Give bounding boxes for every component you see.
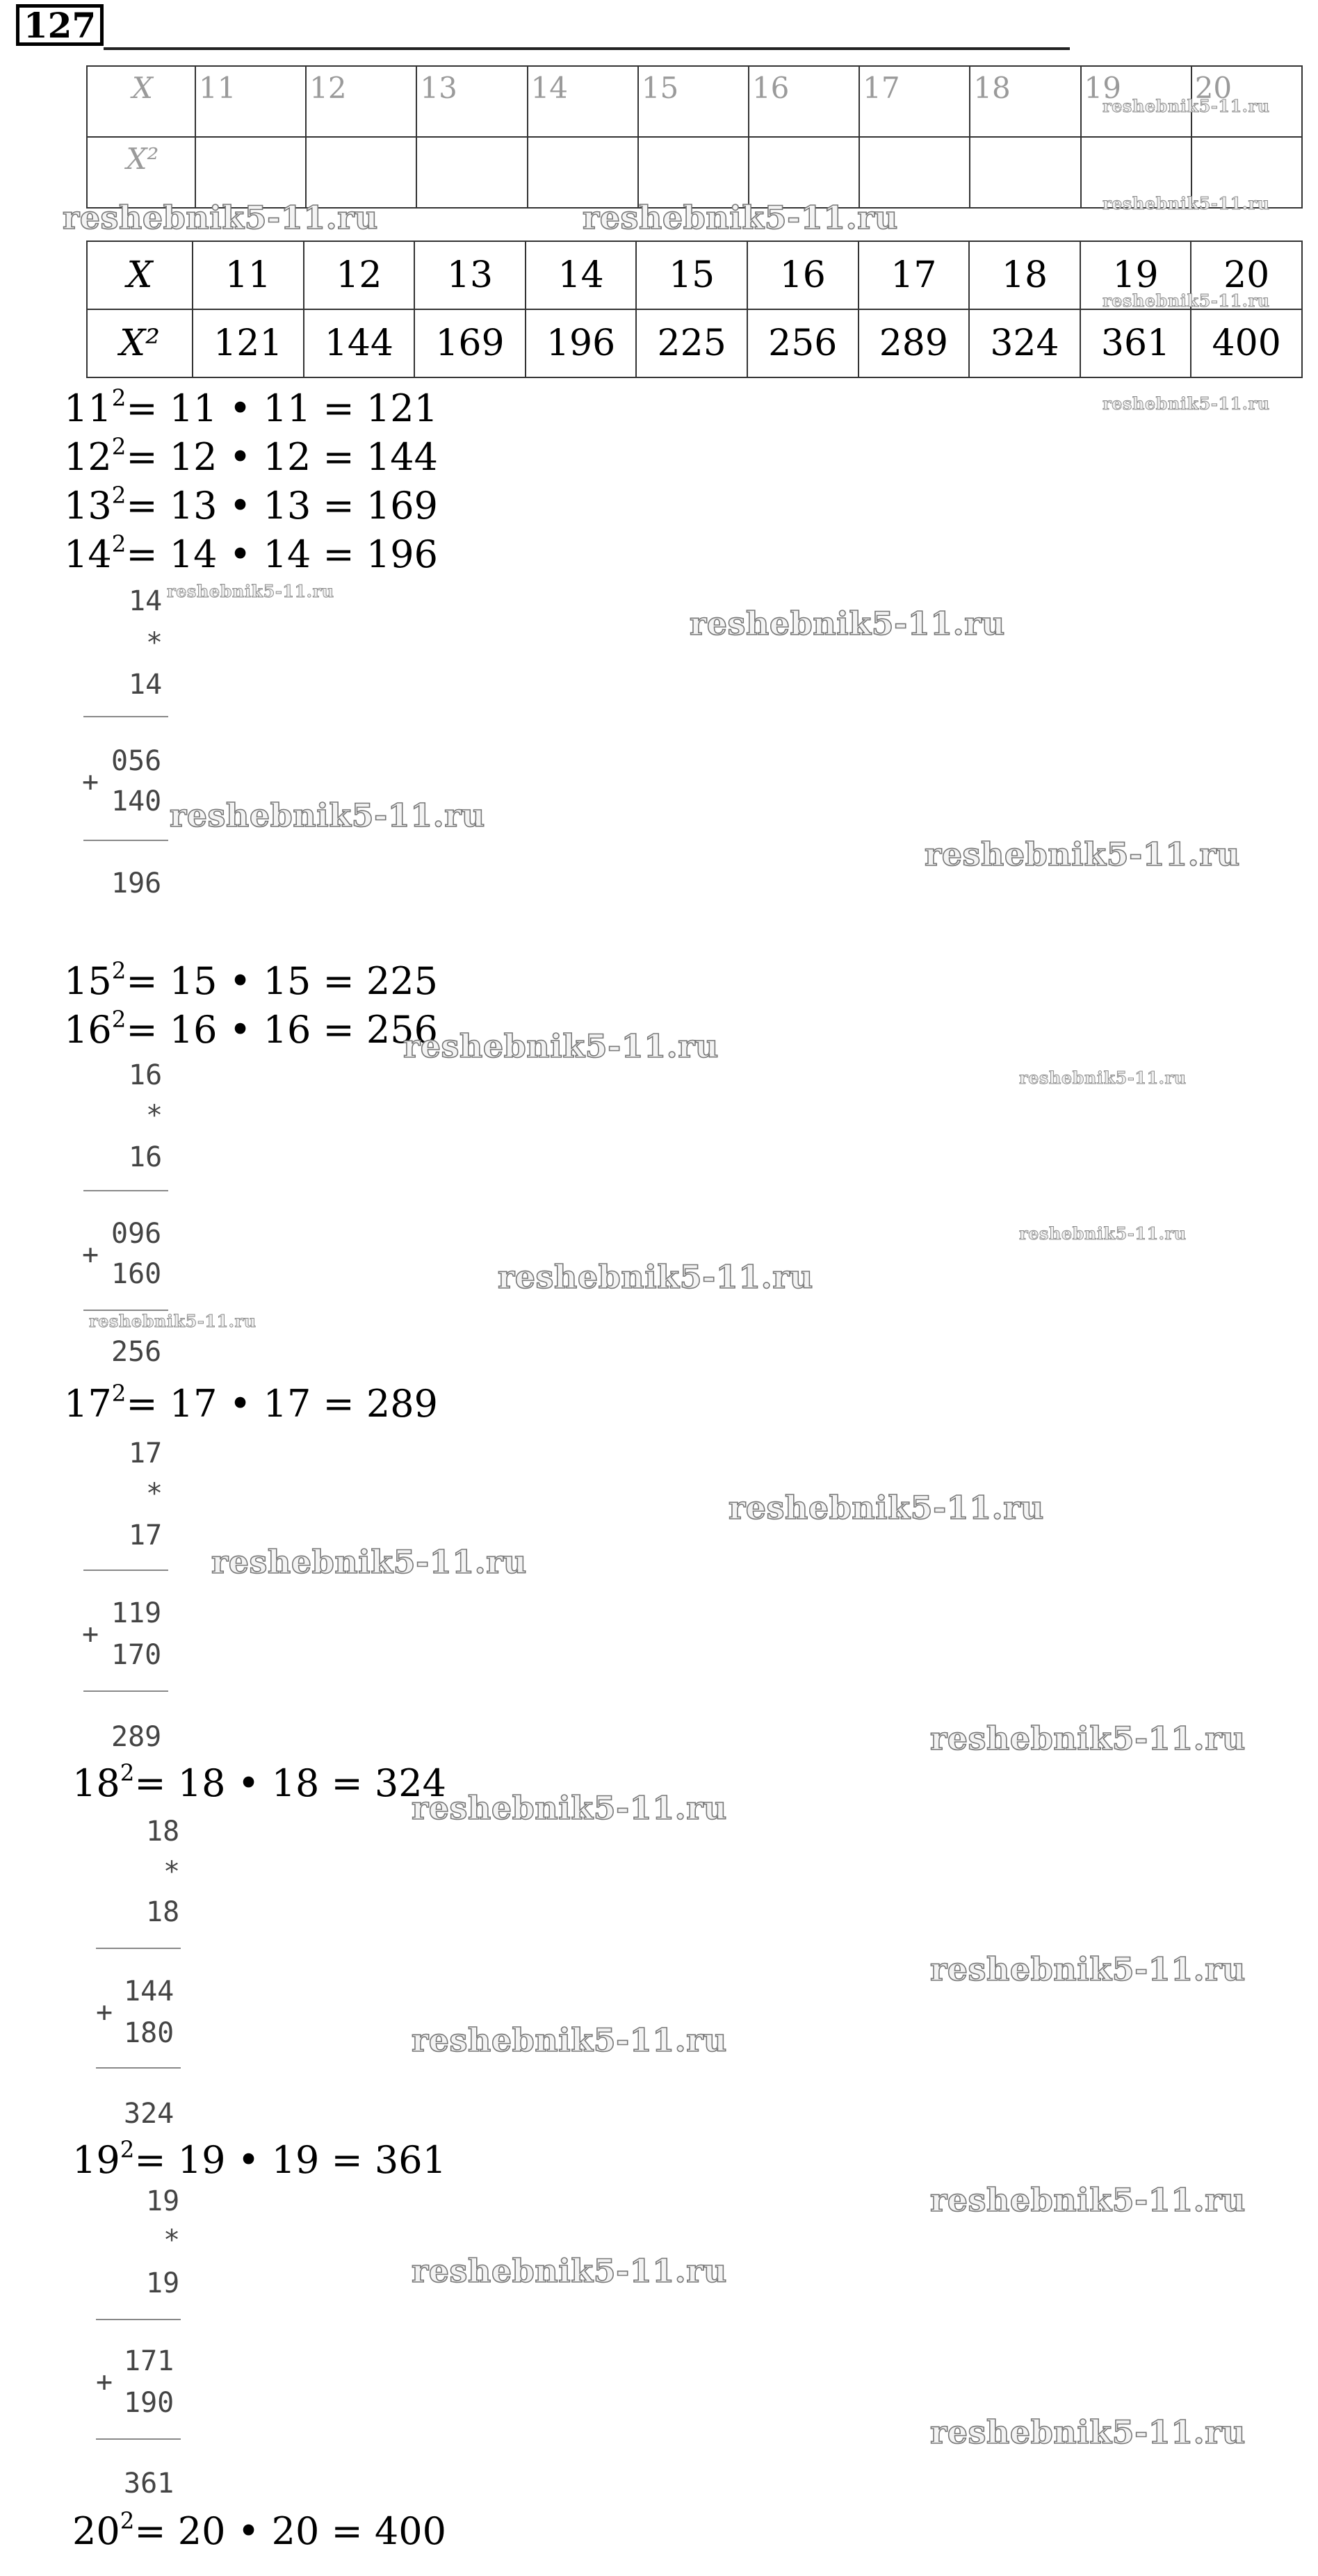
watermark: reshebnik5-11.ru bbox=[170, 797, 485, 834]
multiplier: 14 bbox=[129, 669, 163, 701]
equation-line: $12^2= 12$ • 12 = 144 bbox=[64, 433, 438, 479]
divider bbox=[83, 716, 168, 717]
table-cell: 121 bbox=[193, 309, 304, 377]
partial-product: 190 bbox=[124, 2387, 174, 2419]
watermark: reshebnik5-11.ru bbox=[211, 1543, 527, 1581]
multiplier: 16 bbox=[129, 1141, 163, 1173]
watermark: reshebnik5-11.ru bbox=[1103, 193, 1270, 213]
watermark: reshebnik5-11.ru bbox=[63, 199, 378, 236]
watermark: reshebnik5-11.ru bbox=[930, 2413, 1246, 2451]
plus-sign: + bbox=[82, 1239, 99, 1271]
empty-squares-table bbox=[86, 65, 1303, 209]
equation-line: $20^2= 20$ • 20 = 400 bbox=[72, 2507, 446, 2553]
divider bbox=[96, 1948, 181, 1949]
watermark: reshebnik5-11.ru bbox=[1103, 291, 1270, 311]
equation-line: $15^2= 15$ • 15 = 225 bbox=[64, 957, 438, 1003]
watermark: reshebnik5-11.ru bbox=[167, 581, 334, 601]
divider bbox=[83, 1310, 168, 1311]
table-cell: 196 bbox=[526, 309, 637, 377]
multiplicand: 14 bbox=[129, 585, 163, 617]
divider bbox=[83, 1690, 168, 1692]
watermark: reshebnik5-11.ru bbox=[925, 835, 1240, 873]
plus-sign: + bbox=[82, 766, 99, 798]
watermark: reshebnik5-11.ru bbox=[498, 1258, 813, 1296]
table-cell: 400 bbox=[1191, 309, 1302, 377]
multiplicand: 16 bbox=[129, 1059, 163, 1091]
partial-product: 180 bbox=[124, 2017, 174, 2049]
watermark: reshebnik5-11.ru bbox=[1019, 1223, 1187, 1244]
table-cell: 289 bbox=[859, 309, 970, 377]
product-result: 361 bbox=[124, 2468, 174, 2500]
watermark: reshebnik5-11.ru bbox=[930, 2181, 1246, 2219]
table-cell: 16 bbox=[749, 66, 859, 137]
table-cell: 11 bbox=[193, 241, 304, 309]
table-cell: 17 bbox=[859, 66, 970, 137]
multiplier: 19 bbox=[146, 2267, 180, 2299]
equation-line: $17^2= 17$ • 17 = 289 bbox=[64, 1380, 438, 1426]
divider bbox=[83, 840, 168, 841]
table-cell: 17 bbox=[859, 241, 970, 309]
table-cell: 19 bbox=[1081, 66, 1191, 137]
equation-line: $16^2= 16$ • 16 = 256 bbox=[64, 1006, 438, 1052]
table-cell: 11 bbox=[195, 66, 306, 137]
table-cell: 225 bbox=[636, 309, 747, 377]
partial-product: 171 bbox=[124, 2345, 174, 2377]
partial-product: 140 bbox=[111, 785, 162, 817]
table-cell: 324 bbox=[969, 309, 1080, 377]
multiplicand: 17 bbox=[129, 1437, 163, 1469]
watermark: reshebnik5-11.ru bbox=[89, 1311, 257, 1331]
table-cell: 13 bbox=[414, 241, 526, 309]
empty-cell bbox=[970, 137, 1080, 208]
watermark: reshebnik5-11.ru bbox=[412, 2021, 727, 2059]
empty-cell bbox=[528, 137, 638, 208]
table-cell: 15 bbox=[638, 66, 749, 137]
divider bbox=[96, 2067, 181, 2069]
multiply-sign: * bbox=[163, 1856, 181, 1888]
empty-cell bbox=[1081, 137, 1191, 208]
watermark: reshebnik5-11.ru bbox=[690, 605, 1005, 642]
partial-product: 170 bbox=[111, 1639, 162, 1671]
watermark: reshebnik5-11.ru bbox=[412, 2252, 727, 2290]
watermark: reshebnik5-11.ru bbox=[412, 1789, 727, 1827]
header-rule bbox=[104, 47, 1070, 50]
product-result: 324 bbox=[124, 2098, 174, 2130]
table-cell: 13 bbox=[416, 66, 527, 137]
row-header-x: X bbox=[87, 66, 195, 137]
table-cell: 18 bbox=[970, 66, 1080, 137]
equation-line: $14^2= 14$ • 14 = 196 bbox=[64, 530, 438, 576]
row-header-x-squared: X² bbox=[87, 309, 193, 377]
table-cell: 12 bbox=[306, 66, 416, 137]
table-cell: 16 bbox=[747, 241, 859, 309]
table-cell: 144 bbox=[304, 309, 415, 377]
watermark: reshebnik5-11.ru bbox=[1103, 393, 1270, 414]
plus-sign: + bbox=[82, 1618, 99, 1650]
empty-cell bbox=[195, 137, 306, 208]
row-header-x-squared: X² bbox=[87, 137, 195, 208]
multiplicand: 18 bbox=[146, 1816, 180, 1848]
table-cell: 256 bbox=[747, 309, 859, 377]
table-cell: 15 bbox=[636, 241, 747, 309]
empty-cell bbox=[749, 137, 859, 208]
watermark: reshebnik5-11.ru bbox=[1019, 1068, 1187, 1088]
table-cell: 14 bbox=[528, 66, 638, 137]
table-cell: 169 bbox=[414, 309, 526, 377]
product-result: 196 bbox=[111, 867, 162, 899]
partial-product: 096 bbox=[111, 1218, 162, 1250]
row-header-x: X bbox=[87, 241, 193, 309]
equation-line: $13^2= 13$ • 13 = 169 bbox=[64, 482, 438, 528]
divider bbox=[96, 2438, 181, 2440]
table-cell: 18 bbox=[969, 241, 1080, 309]
table-cell: 12 bbox=[304, 241, 415, 309]
problem-number: 127 bbox=[23, 4, 97, 46]
watermark: reshebnik5-11.ru bbox=[729, 1489, 1044, 1526]
multiply-sign: * bbox=[146, 1478, 163, 1510]
plus-sign: + bbox=[96, 2366, 113, 2398]
partial-product: 119 bbox=[111, 1597, 162, 1629]
empty-cell bbox=[859, 137, 970, 208]
partial-product: 056 bbox=[111, 745, 162, 777]
table-cell: 19 bbox=[1080, 241, 1191, 309]
watermark: reshebnik5-11.ru bbox=[930, 1950, 1246, 1988]
table-row bbox=[87, 66, 1302, 137]
table-cell: 361 bbox=[1080, 309, 1191, 377]
filled-squares-table bbox=[86, 241, 1303, 378]
watermark: reshebnik5-11.ru bbox=[403, 1027, 719, 1065]
empty-cell bbox=[416, 137, 527, 208]
partial-product: 144 bbox=[124, 1975, 174, 2007]
product-result: 289 bbox=[111, 1721, 162, 1753]
table-cell: 20 bbox=[1191, 241, 1302, 309]
divider bbox=[83, 1570, 168, 1571]
empty-cell bbox=[638, 137, 749, 208]
partial-product: 160 bbox=[111, 1258, 162, 1290]
multiplier: 17 bbox=[129, 1519, 163, 1551]
divider bbox=[96, 2319, 181, 2320]
multiply-sign: * bbox=[163, 2224, 181, 2256]
multiplicand: 19 bbox=[146, 2185, 180, 2217]
equation-line: $18^2= 18$ • 18 = 324 bbox=[72, 1759, 446, 1805]
multiply-sign: * bbox=[146, 627, 163, 659]
empty-cell bbox=[1191, 137, 1302, 208]
equation-line: $19^2= 19$ • 19 = 361 bbox=[72, 2136, 446, 2182]
equation-line: $11^2= 11$ • 11 = 121 bbox=[64, 384, 438, 430]
table-cell: 20 bbox=[1191, 66, 1302, 137]
empty-cell bbox=[306, 137, 416, 208]
multiply-sign: * bbox=[146, 1100, 163, 1132]
product-result: 256 bbox=[111, 1336, 162, 1368]
table-cell: 14 bbox=[526, 241, 637, 309]
problem-number-badge bbox=[16, 4, 104, 46]
table-row bbox=[87, 241, 1302, 309]
table-row bbox=[87, 137, 1302, 208]
plus-sign: + bbox=[96, 1996, 113, 2028]
divider bbox=[83, 1190, 168, 1191]
table-row bbox=[87, 309, 1302, 377]
watermark: reshebnik5-11.ru bbox=[930, 1720, 1246, 1757]
multiplier: 18 bbox=[146, 1896, 180, 1928]
watermark: reshebnik5-11.ru bbox=[583, 199, 898, 236]
watermark: reshebnik5-11.ru bbox=[1103, 96, 1270, 116]
